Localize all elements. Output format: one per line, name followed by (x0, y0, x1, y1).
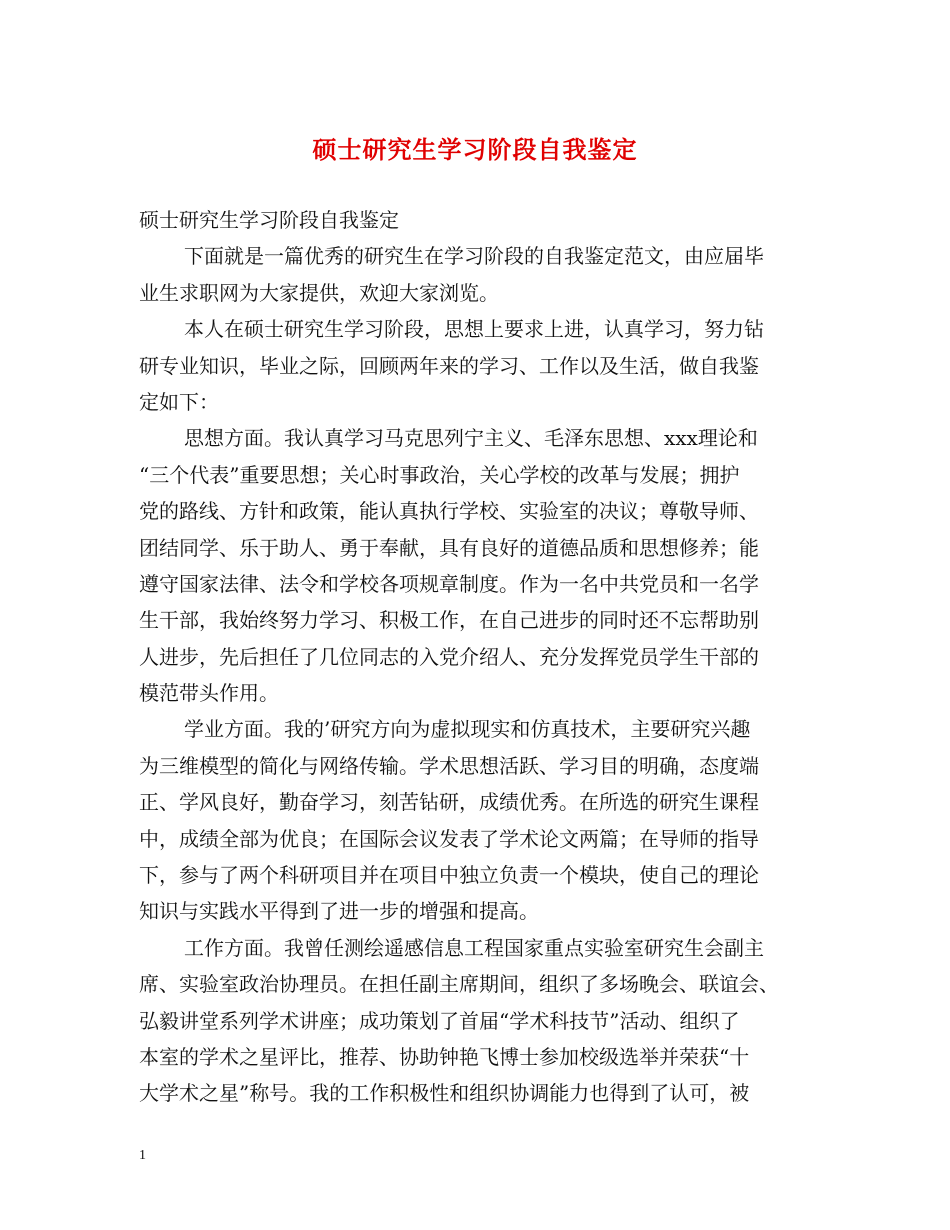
paragraph-line: 党的路线、方针和政策，能认真执行学校、实验室的决议；尊敬导师、 (139, 499, 759, 524)
paragraph-line: 下，参与了两个科研项目并在项目中独立负责一个模块，使自己的理论 (139, 863, 759, 888)
paragraph-line: 本室的学术之星评比，推荐、协助钟艳飞博士参加校级选举并荣获“十 (139, 1044, 750, 1069)
page-number: 1 (139, 1148, 146, 1163)
paragraph-line: 生干部，我始终努力学习、积极工作，在自己进步的同时还不忘帮助别 (139, 608, 759, 633)
paragraph-heading-line: 硕士研究生学习阶段自我鉴定 (139, 208, 399, 232)
paragraph-line: 遵守国家法律、法令和学校各项规章制度。作为一名中共党员和一名学 (139, 571, 759, 596)
paragraph-line: 弘毅讲堂系列学术讲座；成功策划了首届“学术科技节”活动、组织了 (139, 1008, 740, 1033)
paragraph-line: 本人在硕士研究生学习阶段，思想上要求上进，认真学习，努力钻 (184, 317, 764, 342)
paragraph-line: 工作方面。我曾任测绘遥感信息工程国家重点实验室研究生会副主 (184, 935, 764, 960)
paragraph-line: 学业方面。我的’研究方向为虚拟现实和仿真技术，主要研究兴趣 (184, 717, 751, 742)
paragraph-line: 席、实验室政治协理员。在担任副主席期间，组织了多场晚会、联谊会、 (139, 972, 779, 997)
paragraph-line: 业生求职网为大家提供，欢迎大家浏览。 (139, 280, 499, 305)
paragraph-line: 知识与实践水平得到了进一步的增强和提高。 (139, 899, 539, 924)
paragraph-line: 团结同学、乐于助人、勇于奉献，具有良好的道德品质和思想修养；能 (139, 535, 759, 560)
paragraph-line: 人进步，先后担任了几位同志的入党介绍人、充分发挥党员学生干部的 (139, 644, 759, 669)
paragraph-line: 大学术之星”称号。我的工作积极性和组织协调能力也得到了认可，被 (139, 1081, 750, 1106)
document-body (139, 202, 815, 1112)
paragraph-line: 为三维模型的简化与网络传输。学术思想活跃、学习目的明确，态度端 (139, 753, 759, 778)
paragraph-line: 研专业知识，毕业之际，回顾两年来的学习、工作以及生活，做自我鉴 (139, 353, 759, 378)
paragraph-line: 思想方面。我认真学习马克思列宁主义、毛泽东思想、xxx理论和 (184, 426, 758, 451)
paragraph-line: 正、学风良好，勤奋学习，刻苦钻研，成绩优秀。在所选的研究生课程 (139, 790, 759, 815)
paragraph-line: 定如下： (139, 389, 219, 414)
paragraph-line: 中，成绩全部为优良；在国际会议发表了学术论文两篇；在导师的指导 (139, 826, 759, 851)
paragraph-line: “三个代表”重要思想；关心时事政治，关心学校的改革与发展；拥护 (139, 462, 740, 487)
paragraph-line: 模范带头作用。 (139, 681, 279, 706)
document-title: 硕士研究生学习阶段自我鉴定 (312, 135, 638, 164)
paragraph-line: 下面就是一篇优秀的研究生在学习阶段的自我鉴定范文，由应届毕 (184, 244, 764, 269)
